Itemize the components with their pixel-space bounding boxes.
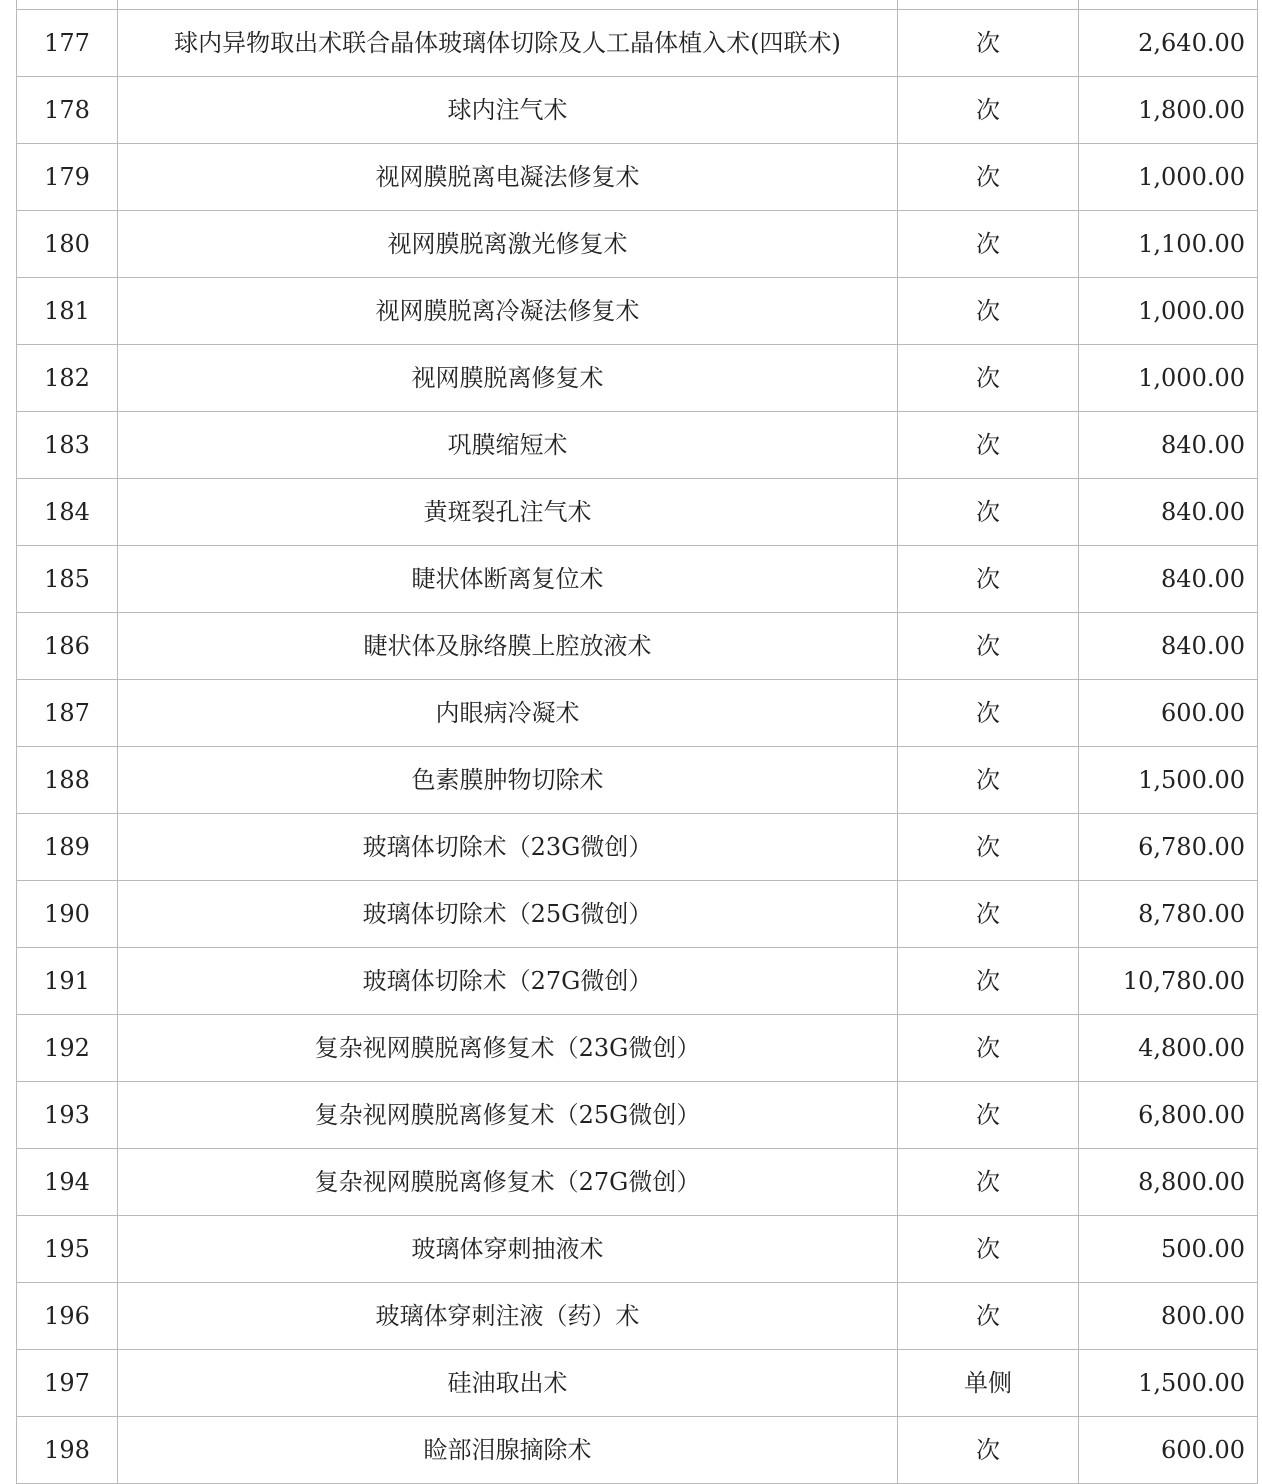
cell-unit: 次 — [898, 1216, 1079, 1283]
cell-name: 黄斑裂孔注气术 — [118, 479, 898, 546]
price-table-body — [17, 0, 1258, 1484]
cell-name: 视网膜脱离激光修复术 — [118, 211, 898, 278]
table-row — [17, 10, 1258, 77]
cell-name: 视网膜脱离修复术 — [118, 345, 898, 412]
table-row — [17, 1216, 1258, 1283]
cell-price: 1,100.00 — [1079, 211, 1258, 278]
cell-name: 视网膜脱离电凝法修复术 — [118, 144, 898, 211]
cell-price: 1,500.00 — [1079, 747, 1258, 814]
table-row — [17, 1283, 1258, 1350]
cell-unit: 次 — [898, 814, 1079, 881]
table-row — [17, 412, 1258, 479]
cell-no: 192 — [17, 1015, 118, 1082]
cell-no — [17, 0, 118, 10]
cell-name: 玻璃体穿刺注液（药）术 — [118, 1283, 898, 1350]
cell-no: 189 — [17, 814, 118, 881]
cell-no: 178 — [17, 77, 118, 144]
cell-unit: 次 — [898, 1149, 1079, 1216]
cell-price: 1,000.00 — [1079, 345, 1258, 412]
cell-no: 195 — [17, 1216, 118, 1283]
cell-price: 6,800.00 — [1079, 1082, 1258, 1149]
cell-unit: 次 — [898, 1417, 1079, 1484]
table-row — [17, 881, 1258, 948]
cell-price: 800.00 — [1079, 1283, 1258, 1350]
cell-name: 视网膜脱离冷凝法修复术 — [118, 278, 898, 345]
cell-no: 181 — [17, 278, 118, 345]
cell-no: 197 — [17, 1350, 118, 1417]
cell-unit: 次 — [898, 680, 1079, 747]
cell-name: 睑部泪腺摘除术 — [118, 1417, 898, 1484]
cell-no: 186 — [17, 613, 118, 680]
cell-no: 179 — [17, 144, 118, 211]
table-row — [17, 144, 1258, 211]
cell-unit — [898, 0, 1079, 10]
cell-unit: 次 — [898, 278, 1079, 345]
cell-name: 内眼病冷凝术 — [118, 680, 898, 747]
table-row — [17, 1015, 1258, 1082]
table-row — [17, 1350, 1258, 1417]
table-row — [17, 479, 1258, 546]
cell-no: 183 — [17, 412, 118, 479]
cell-name: 睫状体及脉络膜上腔放液术 — [118, 613, 898, 680]
cell-unit: 次 — [898, 412, 1079, 479]
cell-no: 185 — [17, 546, 118, 613]
cell-price: 840.00 — [1079, 613, 1258, 680]
table-row — [17, 345, 1258, 412]
cell-price: 6,780.00 — [1079, 814, 1258, 881]
cell-unit: 次 — [898, 1015, 1079, 1082]
cell-unit: 次 — [898, 144, 1079, 211]
table-row — [17, 680, 1258, 747]
table-row — [17, 747, 1258, 814]
cell-name: 玻璃体穿刺抽液术 — [118, 1216, 898, 1283]
cell-name: 色素膜肿物切除术 — [118, 747, 898, 814]
cell-name: 复杂视网膜脱离修复术（27G微创） — [118, 1149, 898, 1216]
table-row — [17, 211, 1258, 278]
cell-name: 复杂视网膜脱离修复术（25G微创） — [118, 1082, 898, 1149]
cell-price: 2,640.00 — [1079, 10, 1258, 77]
cell-price: 600.00 — [1079, 1417, 1258, 1484]
cell-unit: 单侧 — [898, 1350, 1079, 1417]
cell-name: 玻璃体切除术（27G微创） — [118, 948, 898, 1015]
cell-no: 196 — [17, 1283, 118, 1350]
cell-unit: 次 — [898, 747, 1079, 814]
cell-price: 4,800.00 — [1079, 1015, 1258, 1082]
table-row — [17, 613, 1258, 680]
cell-price: 1,000.00 — [1079, 144, 1258, 211]
cell-price — [1079, 0, 1258, 10]
cell-unit: 次 — [898, 211, 1079, 278]
cell-no: 180 — [17, 211, 118, 278]
table-row — [17, 77, 1258, 144]
cell-unit: 次 — [898, 546, 1079, 613]
cell-unit: 次 — [898, 1082, 1079, 1149]
cell-price: 1,000.00 — [1079, 278, 1258, 345]
cell-no: 184 — [17, 479, 118, 546]
cell-name: 硅油取出术 — [118, 1350, 898, 1417]
cell-name — [118, 0, 898, 10]
cell-no: 188 — [17, 747, 118, 814]
cell-unit: 次 — [898, 881, 1079, 948]
cell-name: 球内异物取出术联合晶体玻璃体切除及人工晶体植入术(四联术) — [118, 10, 898, 77]
cell-no: 187 — [17, 680, 118, 747]
cell-price: 500.00 — [1079, 1216, 1258, 1283]
cell-price: 10,780.00 — [1079, 948, 1258, 1015]
cell-name: 玻璃体切除术（23G微创） — [118, 814, 898, 881]
price-table — [16, 0, 1258, 1484]
cell-unit: 次 — [898, 479, 1079, 546]
cell-price: 8,780.00 — [1079, 881, 1258, 948]
cell-price: 1,800.00 — [1079, 77, 1258, 144]
cell-price: 840.00 — [1079, 412, 1258, 479]
cell-name: 巩膜缩短术 — [118, 412, 898, 479]
cell-price: 840.00 — [1079, 546, 1258, 613]
cell-unit: 次 — [898, 948, 1079, 1015]
cell-unit: 次 — [898, 613, 1079, 680]
cell-unit: 次 — [898, 345, 1079, 412]
cell-unit: 次 — [898, 77, 1079, 144]
cell-name: 球内注气术 — [118, 77, 898, 144]
table-row — [17, 1417, 1258, 1484]
table-row — [17, 814, 1258, 881]
cell-name: 玻璃体切除术（25G微创） — [118, 881, 898, 948]
cell-unit: 次 — [898, 10, 1079, 77]
cell-no: 177 — [17, 10, 118, 77]
table-row — [17, 1149, 1258, 1216]
cell-name: 复杂视网膜脱离修复术（23G微创） — [118, 1015, 898, 1082]
cell-price: 840.00 — [1079, 479, 1258, 546]
cell-price: 8,800.00 — [1079, 1149, 1258, 1216]
table-row — [17, 948, 1258, 1015]
table-row-previous — [17, 0, 1258, 10]
cell-no: 193 — [17, 1082, 118, 1149]
cell-name: 睫状体断离复位术 — [118, 546, 898, 613]
cell-no: 191 — [17, 948, 118, 1015]
cell-price: 1,500.00 — [1079, 1350, 1258, 1417]
cell-no: 198 — [17, 1417, 118, 1484]
table-row — [17, 278, 1258, 345]
cell-no: 182 — [17, 345, 118, 412]
table-row — [17, 1082, 1258, 1149]
table-row — [17, 546, 1258, 613]
cell-unit: 次 — [898, 1283, 1079, 1350]
cell-price: 600.00 — [1079, 680, 1258, 747]
cell-no: 190 — [17, 881, 118, 948]
cell-no: 194 — [17, 1149, 118, 1216]
